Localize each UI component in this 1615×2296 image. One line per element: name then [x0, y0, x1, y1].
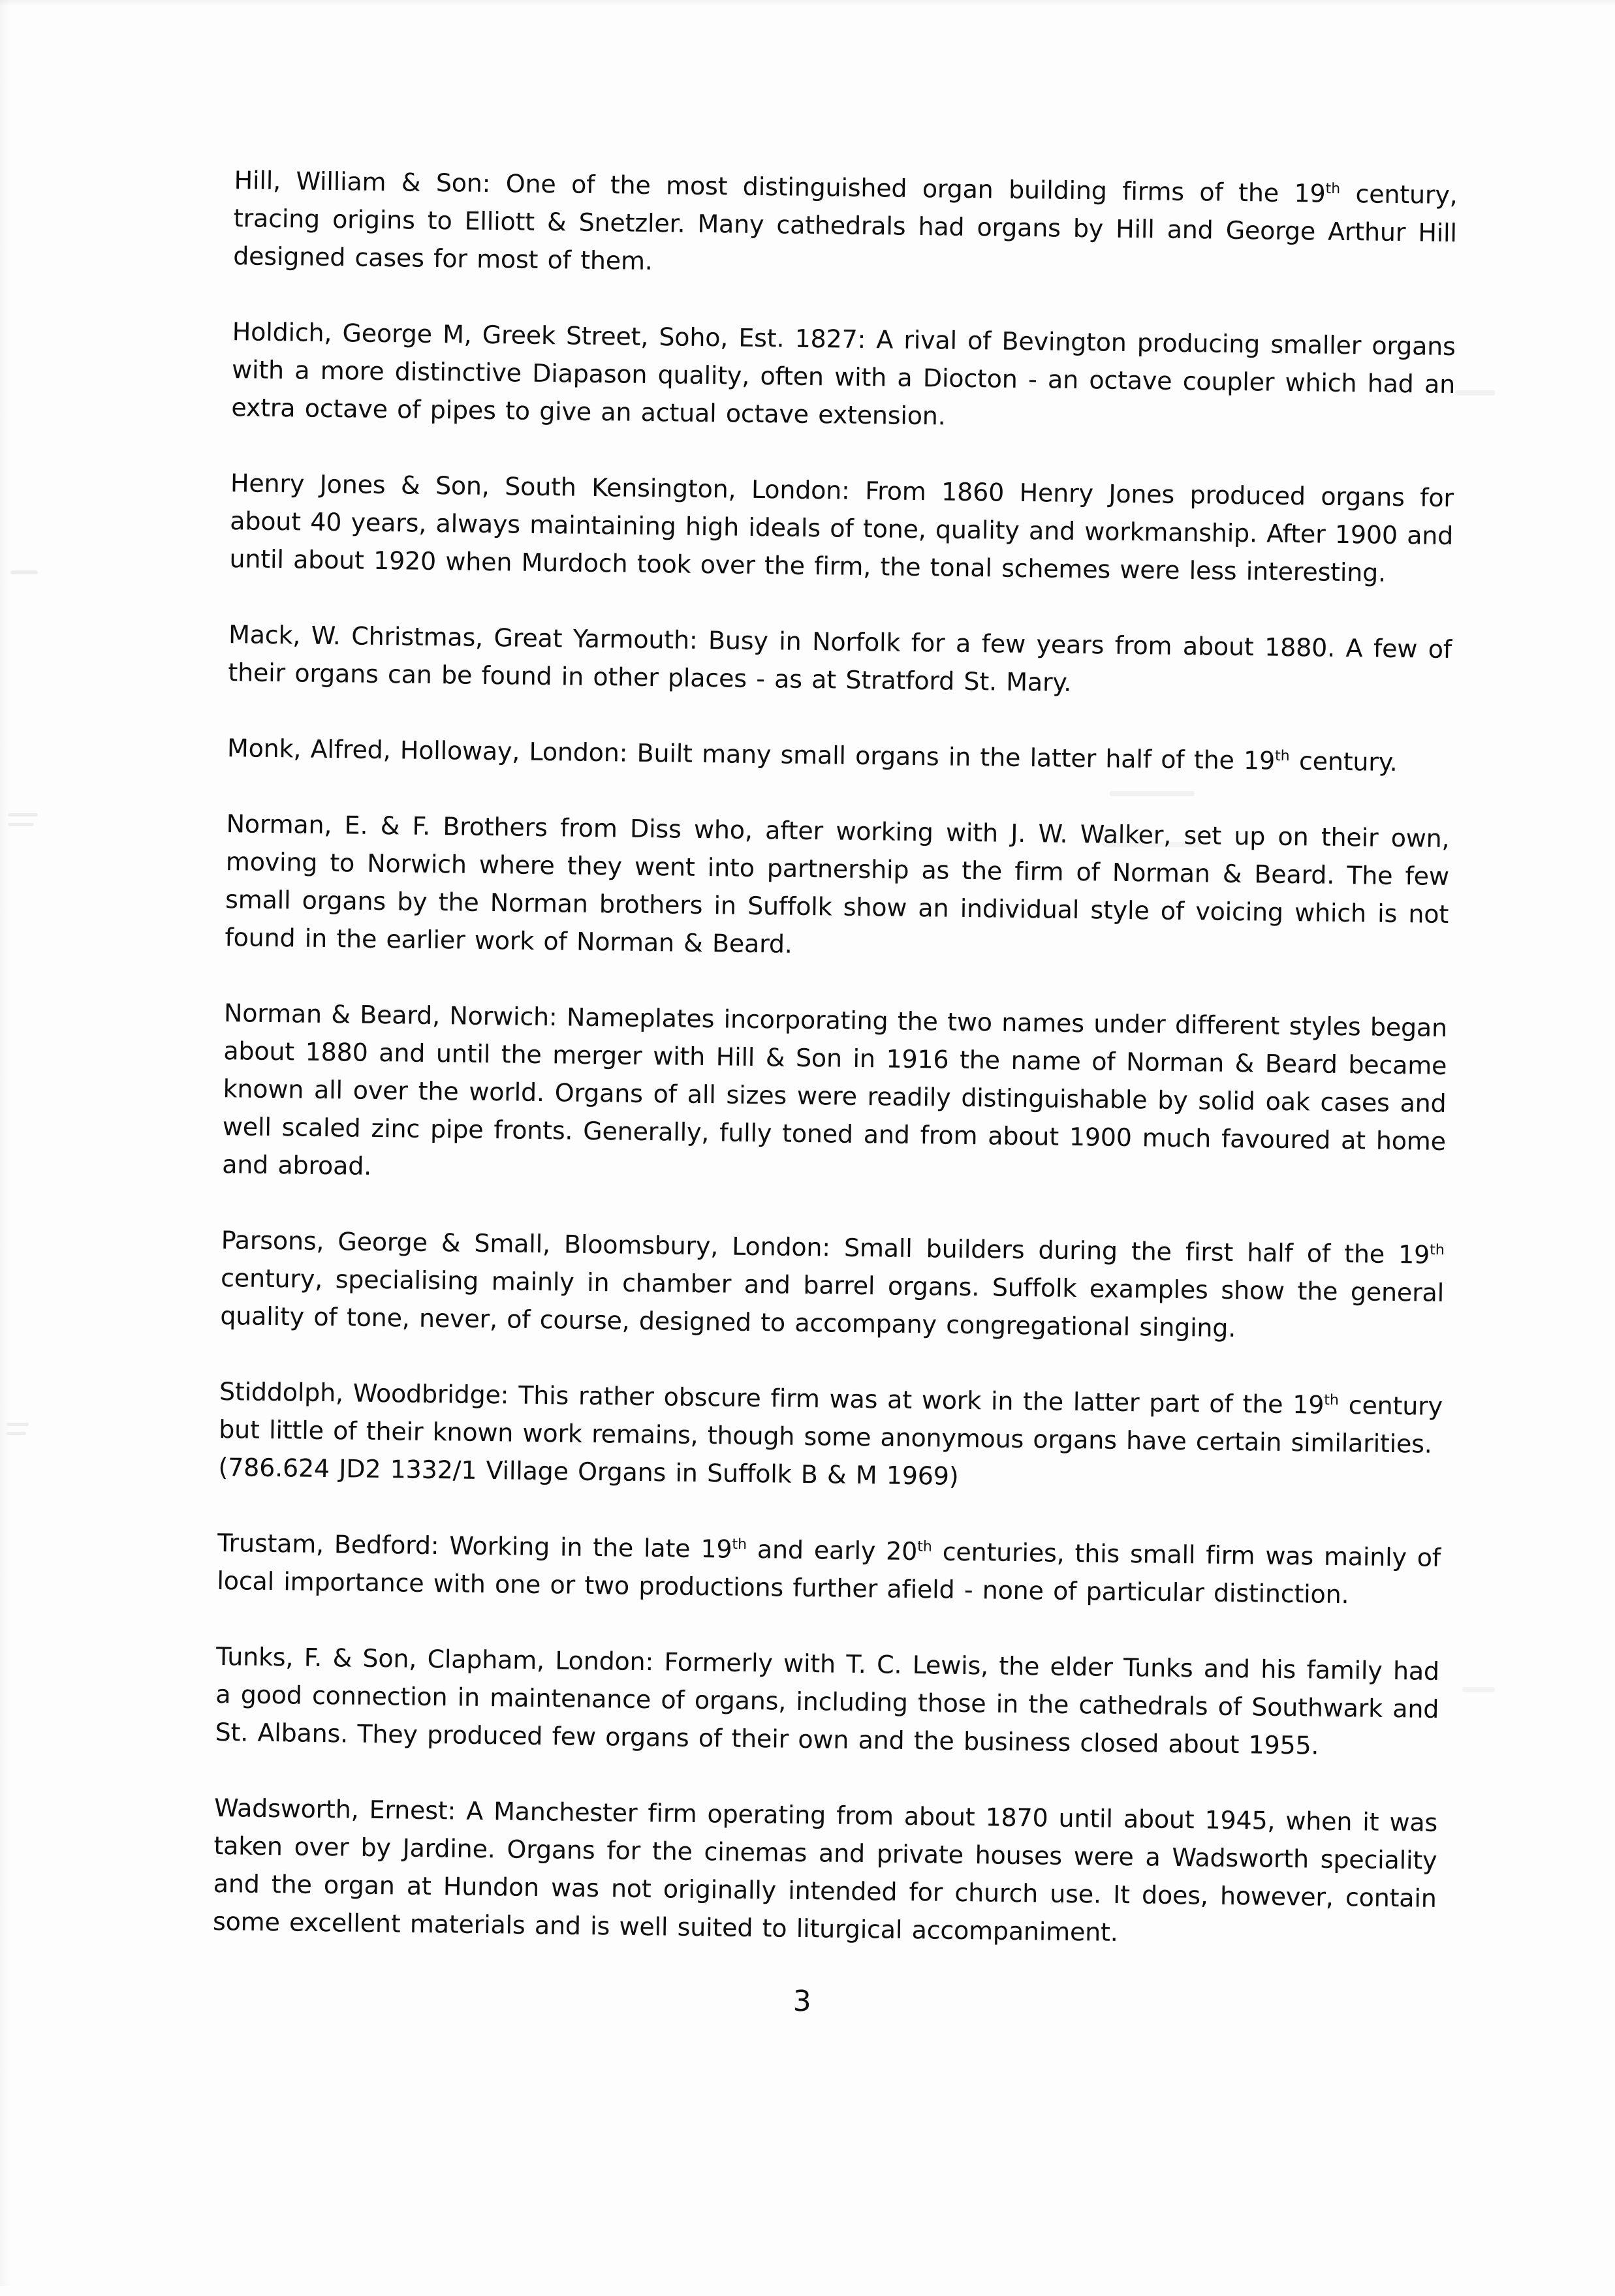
paragraph-holdich-george-m: Holdich, George M, Greek Street, Soho, Est. 1827: A rival of Bevington producing smaller organs with a more distinctive Diapason quality, often with a Diocton - an octave coupler which had an extra octave of pipes to give an actual octave extension. [231, 317, 1456, 431]
ordinal-superscript: th [732, 1536, 747, 1553]
paragraph-henry-jones-son: Henry Jones & Son, South Kensington, London: From 1860 Henry Jones produced organs for about 40 years, always maintaining high ideals of tone, quality and workmanship. After 1900 and until about 1920 when Murdoch took over the firm, the tonal schemes were less interesting. [229, 469, 1454, 587]
ordinal-superscript: th [1325, 180, 1341, 198]
paragraph-hill-william-son: Hill, William & Son: One of the most distinguished organ building firms of the 19th century, tracing origins to Elliott & Snetzler. Many cathedrals had organs by Hill and George Arthur Hill designed cases for most of them. [232, 166, 1458, 276]
paragraph-norman-e-and-f: Norman, E. & F. Brothers from Diss who, after working with J. W. Walker, set up on their own, moving to Norwich where they went into partnership as the firm of Norman & Beard. The few small organs by the Norman brothers in Suffolk show an individual style of voicing which is not found in the earlier work of Norman & Beard. [225, 809, 1450, 959]
ordinal-superscript: th [1430, 1242, 1445, 1259]
ordinal-superscript: th [1274, 748, 1290, 765]
ordinal-superscript: th [1324, 1392, 1340, 1409]
paragraph-wadsworth-ernest: Wadsworth, Ernest: A Manchester firm operating from about 1870 until about 1945, when it was taken over by Jardine. Organs for the cinemas and private houses were a Wadsworth speciality and the organ at Hundon was not originally intended for church use. It does, however, contain some excellent materials and is well suited to liturgical accompaniment. [212, 1793, 1438, 1947]
paragraph-stiddolph-woodbridge: Stiddolph, Woodbridge: This rather obscure firm was at work in the latter part of the 19th century but little of their known work remains, though some anonymous organs have certain similarities. (786.624 JD2 1332/1 Village Organs in Suffolk B & M 1969) [218, 1377, 1443, 1491]
paragraph-mack-w-christmas: Mack, W. Christmas, Great Yarmouth: Busy in Norfolk for a few years from about 1880. A few of their organs can be found in other places - as at Stratford St. Mary. [228, 620, 1452, 697]
paragraph-monk-alfred: Monk, Alfred, Holloway, London: Built many small organs in the latter half of the 19th century. [227, 734, 1398, 777]
ordinal-superscript: th [917, 1538, 932, 1555]
paragraph-tunks-f-son: Tunks, F. & Son, Clapham, London: Formerly with T. C. Lewis, the elder Tunks and his family had a good connection in maintenance of organs, including those in the cathedrals of Southwark and St. Albans. They produced few organs of their own and the business closed about 1955. [215, 1642, 1440, 1760]
paragraph-trustam-bedford: Trustam, Bedford: Working in the late 19th and early 20th centuries, this small firm was mainly of local importance with one or two productions further afield - none of particular distinction. [217, 1528, 1441, 1609]
page-number: 3 [792, 1984, 811, 2019]
paragraph-parsons-george-small: Parsons, George & Small, Bloomsbury, London: Small builders during the first half of the 19th century, specialising mainly in chamber and barrel organs. Suffolk examples show the general quality of tone, never, of course, designed to accompany congregational singing. [220, 1226, 1445, 1343]
paragraph-norman-and-beard: Norman & Beard, Norwich: Nameplates incorporating the two names under different styles began about 1880 and until the merger with Hill & Son in 1916 the name of Norman & Beard became known all over the world. Organs of all sizes were readily distinguishable by solid oak cases and well scaled zinc pipe fronts. Generally, fully toned and from about 1900 much favoured at home and abroad. [221, 999, 1448, 1181]
